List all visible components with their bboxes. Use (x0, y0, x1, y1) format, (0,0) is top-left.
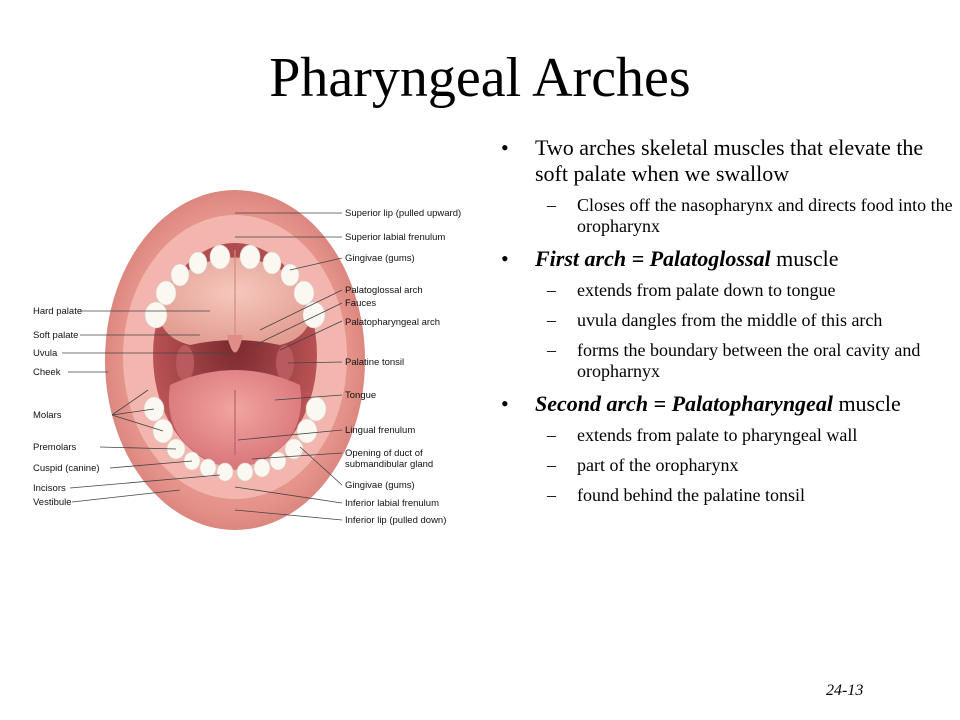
slide-title: Pharyngeal Arches (269, 47, 691, 109)
bullet-item (495, 135, 955, 187)
bullet-item (495, 246, 955, 272)
sub-bullet-text: Closes off the nasopharynx and directs food into the oropharynx (577, 195, 953, 236)
label-inferior-labial-frenulum: Inferior labial frenulum (345, 498, 439, 509)
label-molars: Molars (33, 410, 62, 421)
label-tongue: Tongue (345, 390, 377, 401)
bullet-text: muscle (832, 391, 901, 416)
oral-cavity-diagram (20, 185, 490, 535)
sub-bullet-text: uvula dangles from the middle of this arch (577, 310, 883, 330)
sub-bullet-marker: – (547, 195, 556, 215)
label-opening-of-duct: Opening of duct of (345, 448, 423, 459)
label-palatopharyngeal-arch: Palatopharyngeal arch (345, 317, 441, 328)
bullet-item (495, 391, 955, 417)
sub-bullet-item (495, 310, 955, 331)
label-palatine-tonsil: Palatine tonsil (345, 357, 405, 368)
sub-bullet-marker: – (547, 485, 556, 505)
sub-bullet-item (495, 485, 955, 506)
page-number: 24-13 (826, 682, 864, 699)
label-cheek: Cheek (33, 367, 61, 378)
sub-bullet-text: found behind the palatine tonsil (577, 485, 805, 505)
label-submandibular-gland: submandibular gland (345, 459, 434, 470)
label-premolars: Premolars (33, 442, 77, 453)
sub-bullet-text: extends from palate down to tongue (577, 280, 836, 300)
label-soft-palate: Soft palate (33, 330, 79, 341)
bullet-marker: • (501, 135, 509, 160)
label-hard-palate: Hard palate (33, 306, 83, 317)
sub-bullet-text: part of the oropharynx (577, 455, 739, 475)
sub-bullet-marker: – (547, 280, 556, 300)
sub-bullet-item (495, 425, 955, 446)
sub-bullet-text: forms the boundary between the oral cavity and oropharnyx (577, 340, 921, 381)
sub-bullet-item (495, 455, 955, 476)
label-cuspid: Cuspid (canine) (33, 463, 100, 474)
sub-bullet-marker: – (547, 425, 556, 445)
label-palatoglossal-arch: Palatoglossal arch (345, 285, 423, 296)
mouth-illustration (20, 185, 490, 535)
bullet-marker: • (501, 391, 509, 416)
sub-bullet-marker: – (547, 340, 556, 360)
label-fauces: Fauces (345, 298, 377, 309)
sub-bullet-item (495, 340, 955, 382)
label-vestibule: Vestibule (33, 497, 72, 508)
label-gingivae-upper: Gingivae (gums) (345, 253, 415, 264)
bullet-marker: • (501, 246, 509, 271)
label-incisors: Incisors (33, 483, 66, 494)
label-superior-lip: Superior lip (pulled upward) (345, 208, 462, 219)
left-tonsil-shape (176, 345, 194, 381)
sub-bullet-marker: – (547, 455, 556, 475)
sub-bullet-item (495, 280, 955, 301)
bullet-list (495, 135, 955, 515)
bullet-text: Two arches skeletal muscles that elevate the soft palate when we swallow (535, 135, 924, 186)
label-inferior-lip: Inferior lip (pulled down) (345, 515, 447, 526)
label-gingivae-lower: Gingivae (gums) (345, 480, 415, 491)
label-superior-labial-frenulum: Superior labial frenulum (345, 232, 446, 243)
bullet-text: muscle (770, 246, 839, 271)
bullet-emphasis: First arch = Palatoglossal (535, 246, 771, 271)
sub-bullet-marker: – (547, 310, 556, 330)
bullet-emphasis: Second arch = Palatopharyngeal (535, 391, 833, 416)
sub-bullet-item (495, 195, 955, 237)
label-lingual-frenulum: Lingual frenulum (345, 425, 416, 436)
label-uvula: Uvula (33, 348, 58, 359)
sub-bullet-text: extends from palate to pharyngeal wall (577, 425, 858, 445)
